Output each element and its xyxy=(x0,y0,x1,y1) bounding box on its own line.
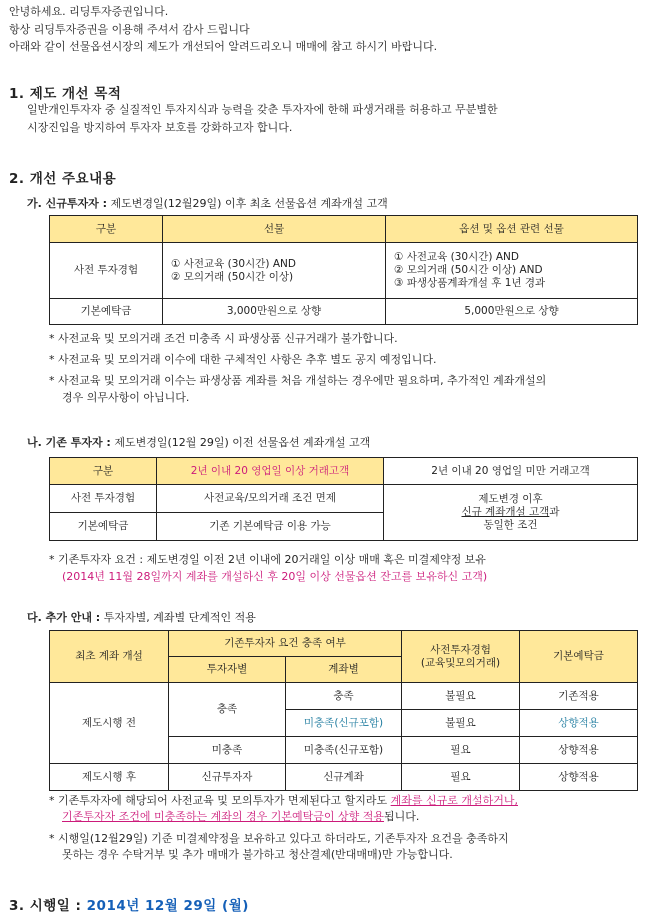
stepwise-table xyxy=(49,630,638,791)
cell-r4-deposit: 상향적용 xyxy=(520,764,638,791)
effective-date: 2014년 12월 29일 (월) xyxy=(86,898,249,914)
cell-exempt: 사전교육/모의거래 조건 면제 xyxy=(157,485,384,513)
th-by-investor: 투자자별 xyxy=(169,657,286,683)
subsection-ga-label: 가. 신규투자자 : xyxy=(27,197,107,210)
subsection-ga-heading xyxy=(27,195,388,211)
th-type: 구분 xyxy=(50,216,163,243)
subsection-da-label: 다. 추가 안내 : xyxy=(27,611,101,624)
cell-futures-experience xyxy=(163,243,386,299)
da-note-1-highlight-2: 기존투자자 조건에 미충족하는 계좌의 경우 기본예탁금이 상향 적용 xyxy=(62,810,385,823)
da-note-1-end: 됩니다. xyxy=(384,810,420,823)
subsection-na-heading xyxy=(27,434,370,450)
cell-futures-deposit: 3,000만원으로 상향 xyxy=(163,299,386,325)
options-req-1: ① 사전교육 (30시간) AND xyxy=(394,251,519,263)
th-experience xyxy=(402,631,520,683)
section-2-title: 2. 개선 주요내용 xyxy=(9,171,117,187)
cell-r3-investor: 미충족 xyxy=(169,737,286,764)
th-requirement: 기존투자자 요건 충족 여부 xyxy=(169,631,402,657)
cell-investor-met: 충족 xyxy=(169,683,286,737)
row-deposit-label: 기본예탁금 xyxy=(50,299,163,325)
th-deposit: 기본예탁금 xyxy=(520,631,638,683)
section-1-title: 1. 제도 개선 목적 xyxy=(9,86,122,102)
row-pre-experience-label-2: 사전 투자경험 xyxy=(50,485,157,513)
th-active-traders: 2년 이내 20 영업일 이상 거래고객 xyxy=(157,458,384,485)
da-note-1-highlight: 계좌를 신규로 개설하거나, xyxy=(390,794,518,807)
section-3-title: 3. 시행일 : xyxy=(9,898,87,914)
cell-options-deposit: 5,000만원으로 상향 xyxy=(386,299,638,325)
subsection-ga-desc: 제도변경일(12월29일) 이후 최초 선물옵션 계좌개설 고객 xyxy=(107,197,388,210)
cell-r3-deposit: 상향적용 xyxy=(520,737,638,764)
da-note-1 xyxy=(49,793,518,809)
intro-line-2: 항상 리딩투자증권을 이용해 주셔서 감사 드립니다 xyxy=(9,23,250,36)
ga-note-2: * 사전교육 및 모의거래 이수에 대한 구체적인 사항은 추후 별도 공지 예정입니다. xyxy=(49,353,437,366)
th-experience-line-2: (교육및모의거래) xyxy=(420,656,501,669)
cell-r1-account: 충족 xyxy=(286,683,402,710)
section-1-line-2: 시장진입을 방지하여 투자자 보호를 강화하고자 합니다. xyxy=(27,121,293,134)
na-note-1: * 기존투자자 요건 : 제도변경일 이전 2년 이내에 20거래일 이상 매매 혹은 미결제약정 보유 xyxy=(49,553,486,566)
th-type-2: 구분 xyxy=(50,458,157,485)
ga-note-3: * 사전교육 및 모의거래 이수는 파생상품 계좌를 처음 개설하는 경우에만 필요하며, 추가적인 계좌개설의 xyxy=(49,374,547,387)
options-req-3: ③ 파생상품계좌개설 후 1년 경과 xyxy=(394,277,546,289)
th-inactive-traders: 2년 이내 20 영업일 미만 거래고객 xyxy=(384,458,638,485)
row-pre-experience-label: 사전 투자경험 xyxy=(50,243,163,299)
same-as-new-line-3: 동일한 조건 xyxy=(483,519,538,531)
intro-line-1: 안녕하세요. 리딩투자증권입니다. xyxy=(9,5,169,18)
futures-req-2: ② 모의거래 (50시간 이상) xyxy=(171,270,294,283)
th-futures: 선물 xyxy=(163,216,386,243)
subsection-da-heading xyxy=(27,609,256,625)
same-as-new-underlined: 신규 계좌개설 고객 xyxy=(461,506,550,518)
subsection-na-label: 나. 기존 투자자 : xyxy=(27,436,111,449)
da-note-1-cont xyxy=(62,809,419,825)
cell-r4-experience: 필요 xyxy=(402,764,520,791)
cell-r2-experience: 불필요 xyxy=(402,710,520,737)
cell-r3-experience: 필요 xyxy=(402,737,520,764)
da-note-2: * 시행일(12월29일) 기준 미결제약정을 보유하고 있다고 하더라도, 기존투자자 요건을 충족하지 xyxy=(49,832,509,845)
new-investor-table xyxy=(49,215,638,325)
cell-after: 제도시행 후 xyxy=(50,764,169,791)
existing-investor-table xyxy=(49,457,638,541)
th-options: 옵션 및 옵션 관련 선물 xyxy=(386,216,638,243)
cell-r1-experience: 불필요 xyxy=(402,683,520,710)
cell-options-experience xyxy=(386,243,638,299)
cell-same-as-new xyxy=(384,485,638,541)
intro-line-3: 아래와 같이 선물옵션시장의 제도가 개선되어 알려드리오니 매매에 참고 하시기 바랍니다. xyxy=(9,40,438,53)
cell-r3-account: 미충족(신규포함) xyxy=(286,737,402,764)
da-note-1-text: * 기존투자자에 해당되어 사전교육 및 모의투자가 면제된다고 할지라도 xyxy=(49,794,391,807)
subsection-na-desc: 제도변경일(12월 29일) 이전 선물옵션 계좌개설 고객 xyxy=(110,436,371,449)
same-as-new-particle: 과 xyxy=(549,506,560,518)
da-note-2-cont: 못하는 경우 수탁거부 및 추가 매매가 불가하고 청산결제(반대매매)만 가능합니다. xyxy=(62,848,453,861)
cell-r2-deposit: 상향적용 xyxy=(520,710,638,737)
same-as-new-line-2 xyxy=(384,506,637,519)
th-experience-line-1: 사전투자경험 xyxy=(430,643,491,656)
ga-note-1: * 사전교육 및 모의거래 조건 미충족 시 파생상품 신규거래가 불가합니다. xyxy=(49,332,398,345)
section-1-line-1: 일반개인투자자 중 실질적인 투자지식과 능력을 갖춘 투자자에 한해 파생거래를 허용하고 무분별한 xyxy=(27,103,498,116)
cell-r4-account: 신규계좌 xyxy=(286,764,402,791)
th-by-account: 계좌별 xyxy=(286,657,402,683)
subsection-da-desc: 투자자별, 계좌별 단계적인 적용 xyxy=(100,611,256,624)
cell-before: 제도시행 전 xyxy=(50,683,169,764)
cell-r2-account: 미충족(신규포함) xyxy=(286,710,402,737)
same-as-new-line-1: 제도변경 이후 xyxy=(478,493,543,505)
cell-r1-deposit: 기존적용 xyxy=(520,683,638,710)
th-first-account: 최초 계좌 개설 xyxy=(50,631,169,683)
futures-req-1: ① 사전교육 (30시간) AND xyxy=(171,257,296,270)
cell-existing-deposit: 기존 기본예탁금 이용 가능 xyxy=(157,513,384,541)
section-3-heading xyxy=(9,894,249,914)
row-deposit-label-2: 기본예탁금 xyxy=(50,513,157,541)
na-note-2: (2014년 11월 28일까지 계좌를 개설하신 후 20일 이상 선물옵션 잔고를 보유하신 고객) xyxy=(62,570,488,583)
cell-r4-investor: 신규투자자 xyxy=(169,764,286,791)
options-req-2: ② 모의거래 (50시간 이상) AND xyxy=(394,264,543,276)
ga-note-3-cont: 경우 의무사항이 아닙니다. xyxy=(62,391,190,404)
